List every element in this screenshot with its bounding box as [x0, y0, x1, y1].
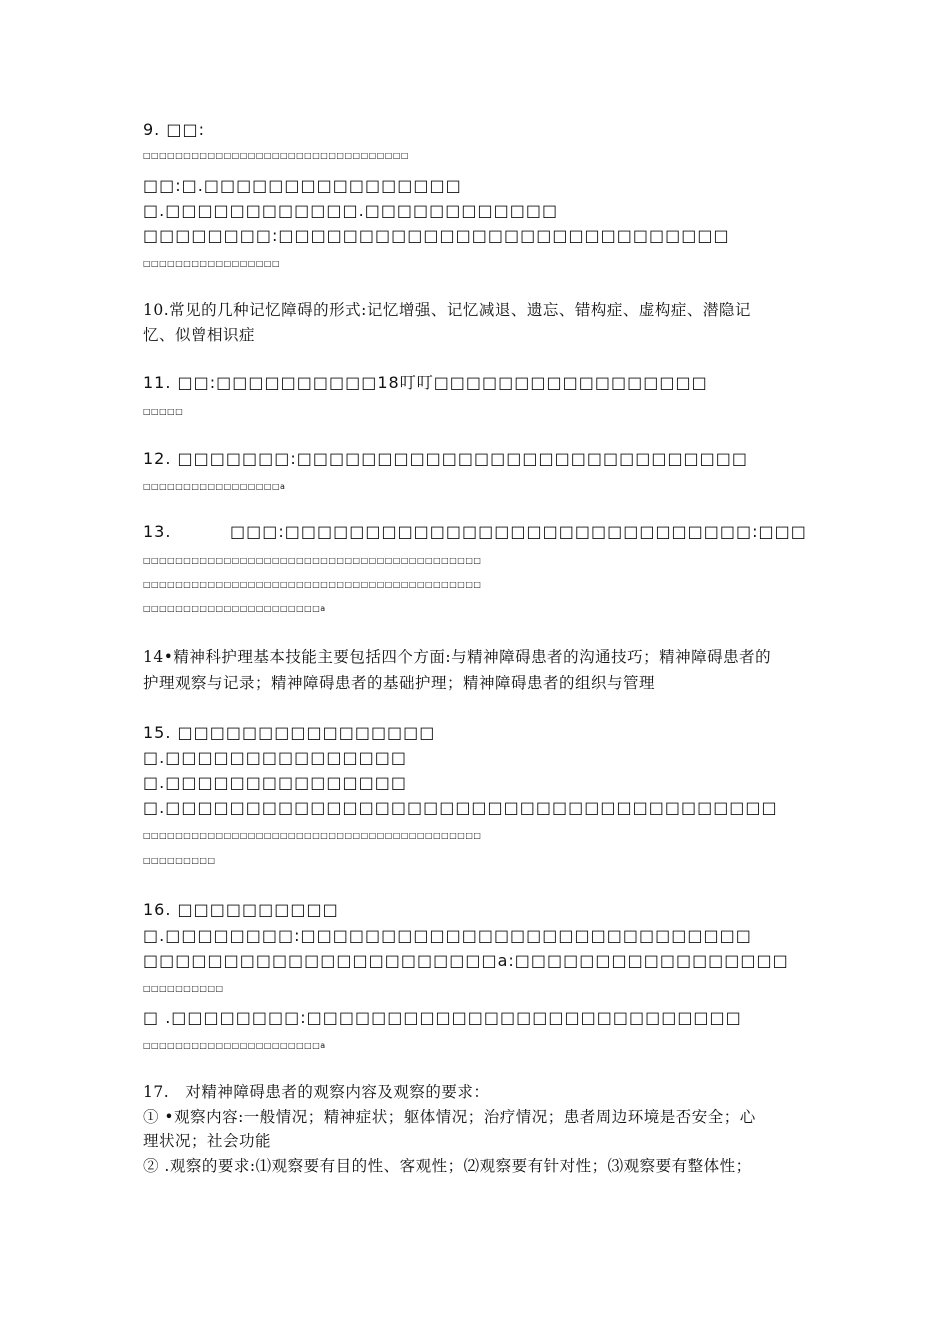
item-15-line: □.□□□□□□□□□□□□□□□ — [143, 773, 407, 792]
item-14-text: 14•精神科护理基本技能主要包括四个方面:与精神障碍患者的沟通技巧；精神障碍患者的 — [143, 648, 772, 666]
item-16-line: □.□□□□□□□□:□□□□□□□□□□□□□□□□□□□□□□□□□□□□ — [143, 926, 752, 945]
item-17-text: 理状况；社会功能 — [143, 1132, 272, 1150]
item-16-line: □□□□□□□□□□ — [143, 984, 224, 993]
item-12-heading: 12. □□□□□□□:□□□□□□□□□□□□□□□□□□□□□□□□□□□□ — [143, 449, 749, 468]
item-16-line: □□□□□□□□□□□□□□□□□□□□□□a:□□□□□□□□□□□□□□□□□ — [143, 951, 789, 970]
item-9-line: □.□□□□□□□□□□□□.□□□□□□□□□□□□ — [143, 201, 559, 220]
item-12-line: □□□□□□□□□□□□□□□□□a — [143, 482, 286, 491]
item-17-heading: 17. 对精神障碍患者的观察内容及观察的要求： — [143, 1083, 490, 1101]
item-10-text: 10.常见的几种记忆障碍的形式:记忆增强、记忆减退、遗忘、错构症、虚构症、潜隐记 — [143, 301, 751, 319]
item-16-line: □□□□□□□□□□□□□□□□□□□□□□a — [143, 1041, 326, 1050]
item-13-line: □□□□□□□□□□□□□□□□□□□□□□□□□□□□□□□□□□□□□□□□□□ — [143, 580, 482, 589]
item-9-heading: 9. □□: — [143, 120, 205, 139]
item-15-line: □□□□□□□□□□□□□□□□□□□□□□□□□□□□□□□□□□□□□□□□□□ — [143, 831, 482, 840]
item-13-line: □□□□□□□□□□□□□□□□□□□□□□a — [143, 604, 326, 613]
item-17-text: ① •观察内容:一般情况；精神症状；躯体情况；治疗情况；患者周边环境是否安全；心 — [143, 1108, 756, 1126]
item-15-line: □□□□□□□□□ — [143, 856, 216, 865]
item-13-line: □□□□□□□□□□□□□□□□□□□□□□□□□□□□□□□□□□□□□□□□□□ — [143, 556, 482, 565]
item-13-heading: □□□:□□□□□□□□□□□□□□□□□□□□□□□□□□□□□:□□□ — [230, 522, 807, 541]
item-11-heading: 11. □□:□□□□□□□□□□18叮叮□□□□□□□□□□□□□□□□□ — [143, 373, 708, 392]
item-9-line: □□:□.□□□□□□□□□□□□□□□□ — [143, 176, 462, 195]
item-15-line: □.□□□□□□□□□□□□□□□ — [143, 748, 407, 767]
item-16-line: □ .□□□□□□□□:□□□□□□□□□□□□□□□□□□□□□□□□□□□ — [143, 1008, 742, 1027]
item-11-line: □□□□□ — [143, 407, 184, 416]
item-15-line: □.□□□□□□□□□□□□□□□□□□□□□□□□□□□□□□□□□□□□□□ — [143, 798, 778, 817]
item-13-number: 13. — [143, 522, 172, 541]
item-15-heading: 15. □□□□□□□□□□□□□□□□ — [143, 723, 436, 742]
item-9-line: □□□□□□□□:□□□□□□□□□□□□□□□□□□□□□□□□□□□□ — [143, 226, 730, 245]
item-10-text: 忆、似曾相识症 — [143, 326, 256, 344]
item-9-line: □□□□□□□□□□□□□□□□□□□□□□□□□□□□□□□□□ — [143, 151, 409, 160]
item-16-heading: 16. □□□□□□□□□□ — [143, 900, 339, 919]
item-9-line: □□□□□□□□□□□□□□□□□ — [143, 259, 280, 268]
item-14-text: 护理观察与记录；精神障碍患者的基础护理；精神障碍患者的组织与管理 — [143, 674, 656, 692]
item-17-text: ② .观察的要求:⑴观察要有目的性、客观性；⑵观察要有针对性；⑶观察要有整体性； — [143, 1157, 752, 1175]
